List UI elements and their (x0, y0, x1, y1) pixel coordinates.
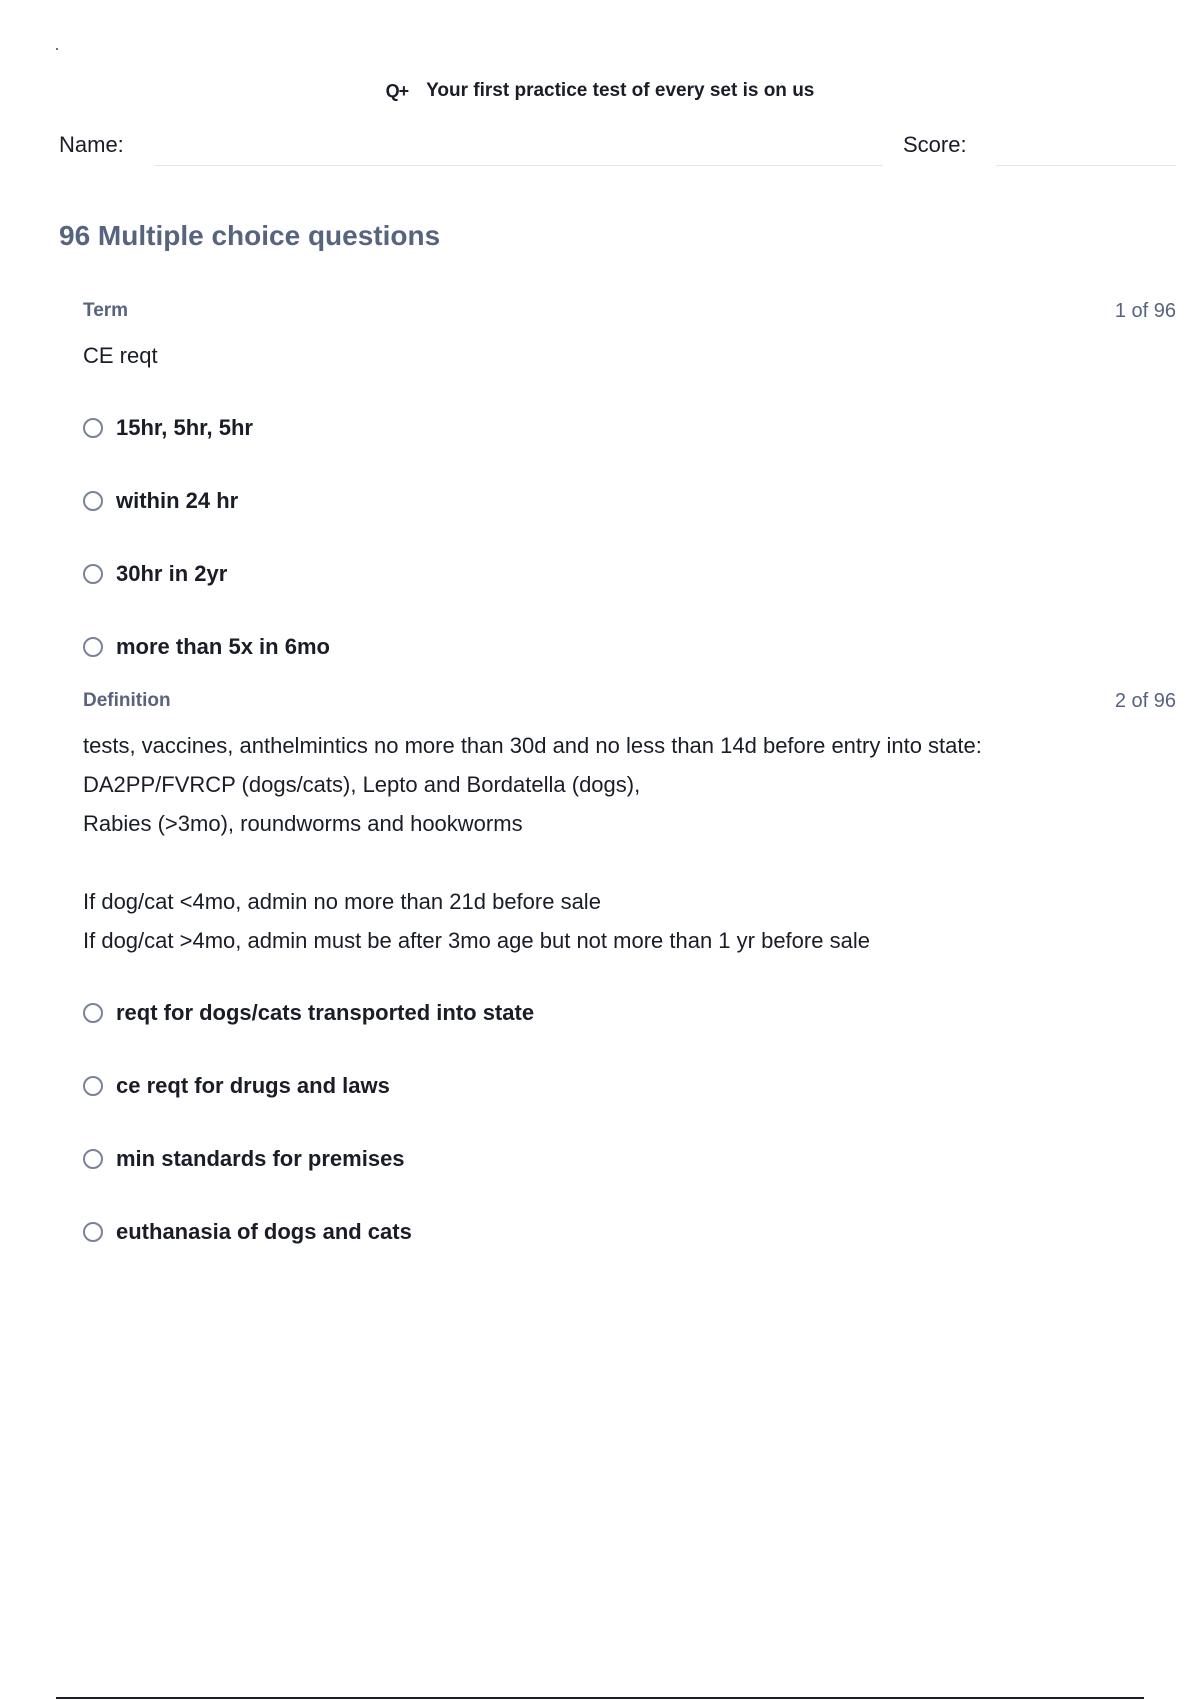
prompt-line: tests, vaccines, anthelmintics no more than 30d and no less than 14d before entry into state: (83, 733, 982, 758)
prompt-line: CE reqt (83, 343, 158, 368)
name-field-line[interactable] (155, 165, 883, 166)
option-label: within 24 hr (116, 487, 239, 513)
option-label: min standards for premises (116, 1145, 405, 1171)
answer-option[interactable] (83, 537, 1176, 610)
name-score-row (59, 132, 1176, 166)
answer-options (83, 391, 1176, 683)
answer-option[interactable] (83, 976, 1176, 1049)
option-label: 15hr, 5hr, 5hr (116, 414, 253, 440)
answer-options (83, 976, 1176, 1268)
section-title: 96 Multiple choice questions (59, 220, 441, 251)
answer-option[interactable] (83, 391, 1176, 464)
question-counter: 2 of 96 (1114, 690, 1176, 712)
option-label: more than 5x in 6mo (116, 633, 330, 659)
name-label: Name: (59, 132, 124, 157)
score-field-line[interactable] (996, 165, 1176, 166)
radio-button-icon[interactable] (83, 564, 103, 584)
radio-button-icon[interactable] (83, 1003, 103, 1023)
question-kind: Definition (83, 690, 171, 711)
question-1 (83, 300, 1176, 683)
question-prompt (83, 726, 1176, 960)
answer-option[interactable] (83, 1049, 1176, 1122)
radio-button-icon[interactable] (83, 491, 103, 511)
prompt-line: Rabies (>3mo), roundworms and hookworms (83, 811, 523, 836)
quizlet-plus-icon: Q+ (385, 80, 409, 101)
score-label: Score: (903, 132, 967, 157)
option-label: euthanasia of dogs and cats (116, 1218, 412, 1244)
question-kind: Term (83, 300, 129, 321)
question-prompt (83, 336, 1176, 375)
answer-option[interactable] (83, 1195, 1176, 1268)
prompt-line-blank (83, 843, 1176, 882)
radio-button-icon[interactable] (83, 637, 103, 657)
answer-option[interactable] (83, 610, 1176, 683)
radio-button-icon[interactable] (83, 1222, 103, 1242)
promo-text: Your first practice test of every set is on us (426, 80, 815, 101)
question-counter: 1 of 96 (1114, 300, 1176, 322)
radio-button-icon[interactable] (83, 418, 103, 438)
page-dot-mark (56, 48, 58, 50)
bottom-divider (56, 1697, 1144, 1699)
question-2 (83, 690, 1176, 1268)
option-label: reqt for dogs/cats transported into state (116, 999, 535, 1025)
radio-button-icon[interactable] (83, 1076, 103, 1096)
radio-button-icon[interactable] (83, 1149, 103, 1169)
option-label: 30hr in 2yr (116, 560, 228, 586)
answer-option[interactable] (83, 464, 1176, 537)
prompt-line: If dog/cat >4mo, admin must be after 3mo age but not more than 1 yr before sale (83, 928, 870, 953)
option-label: ce reqt for drugs and laws (116, 1072, 390, 1098)
promo-banner (0, 80, 1200, 102)
answer-option[interactable] (83, 1122, 1176, 1195)
prompt-line: If dog/cat <4mo, admin no more than 21d before sale (83, 889, 601, 914)
prompt-line: DA2PP/FVRCP (dogs/cats), Lepto and Bordatella (dogs), (83, 772, 641, 797)
